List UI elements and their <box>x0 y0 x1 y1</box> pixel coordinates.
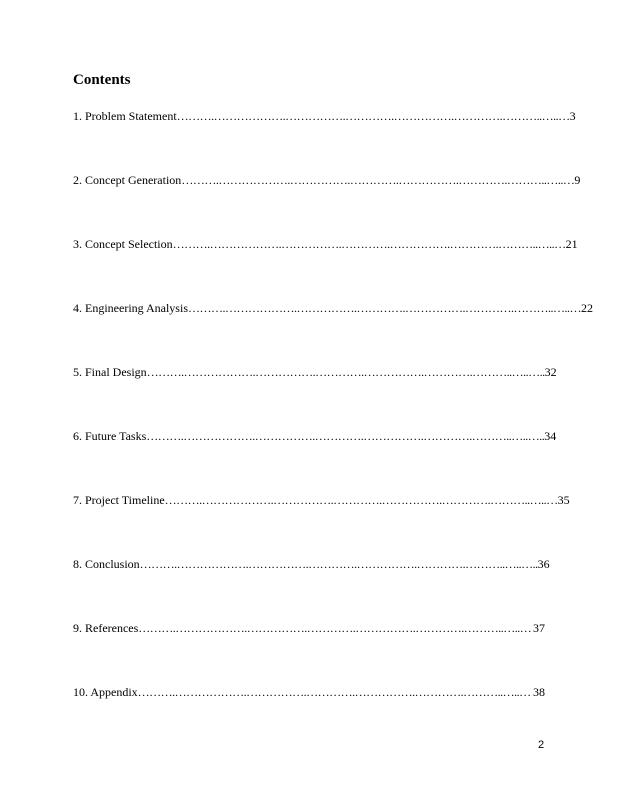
toc-entry-label: 7. Project Timeline <box>73 493 165 507</box>
toc-entry-page: 38 <box>533 685 545 699</box>
toc-dot-leader: ……….……………….…………….………….…………….………….………..…..… <box>137 685 531 699</box>
toc-entry-label: 4. Engineering Analysis <box>73 301 188 315</box>
toc-entry-future-tasks[interactable] <box>73 428 557 444</box>
page-number: 2 <box>538 739 545 751</box>
toc-dot-leader: ……….……………….…………….………….…………….………….………..…..… <box>181 173 575 187</box>
toc-entry-page: 9 <box>574 173 581 187</box>
toc-entry-page: 34 <box>544 429 557 443</box>
toc-dot-leader: ……….……………….…………….………….…………….………….………..…..… <box>176 109 570 123</box>
toc-dot-leader: ……….……………….…………….………….…………….………….………..…..….. <box>139 557 538 571</box>
toc-entry-label: 3. Concept Selection <box>73 237 173 251</box>
toc-entry-appendix[interactable] <box>73 684 545 700</box>
toc-entry-page: 21 <box>565 237 578 251</box>
toc-entry-page: 32 <box>544 365 557 379</box>
toc-entry-conclusion[interactable] <box>73 556 550 572</box>
toc-entry-page: 22 <box>580 301 593 315</box>
toc-heading: Contents <box>73 72 131 88</box>
toc-dot-leader: ……….……………….…………….………….…………….………….………..…..….. <box>146 365 545 379</box>
toc-dot-leader: ……….……………….…………….………….…………….………….………..…..… <box>187 301 581 315</box>
toc-entry-page: 3 <box>569 109 576 123</box>
toc-entry-engineering-analysis[interactable] <box>73 300 593 316</box>
toc-entry-label: 1. Problem Statement <box>73 109 177 123</box>
toc-entry-label: 9. References <box>73 621 139 635</box>
toc-dot-leader: ……….……………….…………….………….…………….………….………..…..… <box>164 493 558 507</box>
toc-entry-label: 10. Appendix <box>73 685 138 699</box>
toc-entry-label: 6. Future Tasks <box>73 429 147 443</box>
toc-dot-leader: ……….……………….…………….………….…………….………….………..…..….. <box>146 429 545 443</box>
toc-entry-references[interactable] <box>73 620 545 636</box>
toc-entry-project-timeline[interactable] <box>73 492 570 508</box>
toc-entry-label: 5. Final Design <box>73 365 147 379</box>
toc-entry-page: 37 <box>533 621 545 635</box>
toc-dot-leader: ……….……………….…………….………….…………….………….………..…..… <box>172 237 566 251</box>
toc-dot-leader: ……….……………….…………….………….…………….………….………..…..… <box>138 621 532 635</box>
toc-entry-final-design[interactable] <box>73 364 557 380</box>
toc-entry-label: 8. Conclusion <box>73 557 140 571</box>
toc-entry-problem-statement[interactable] <box>73 108 576 124</box>
toc-entry-concept-selection[interactable] <box>73 236 578 252</box>
toc-entry-page: 35 <box>557 493 570 507</box>
toc-entry-page: 36 <box>537 557 550 571</box>
toc-entry-concept-generation[interactable] <box>73 172 581 188</box>
toc-entry-label: 2. Concept Generation <box>73 173 182 187</box>
